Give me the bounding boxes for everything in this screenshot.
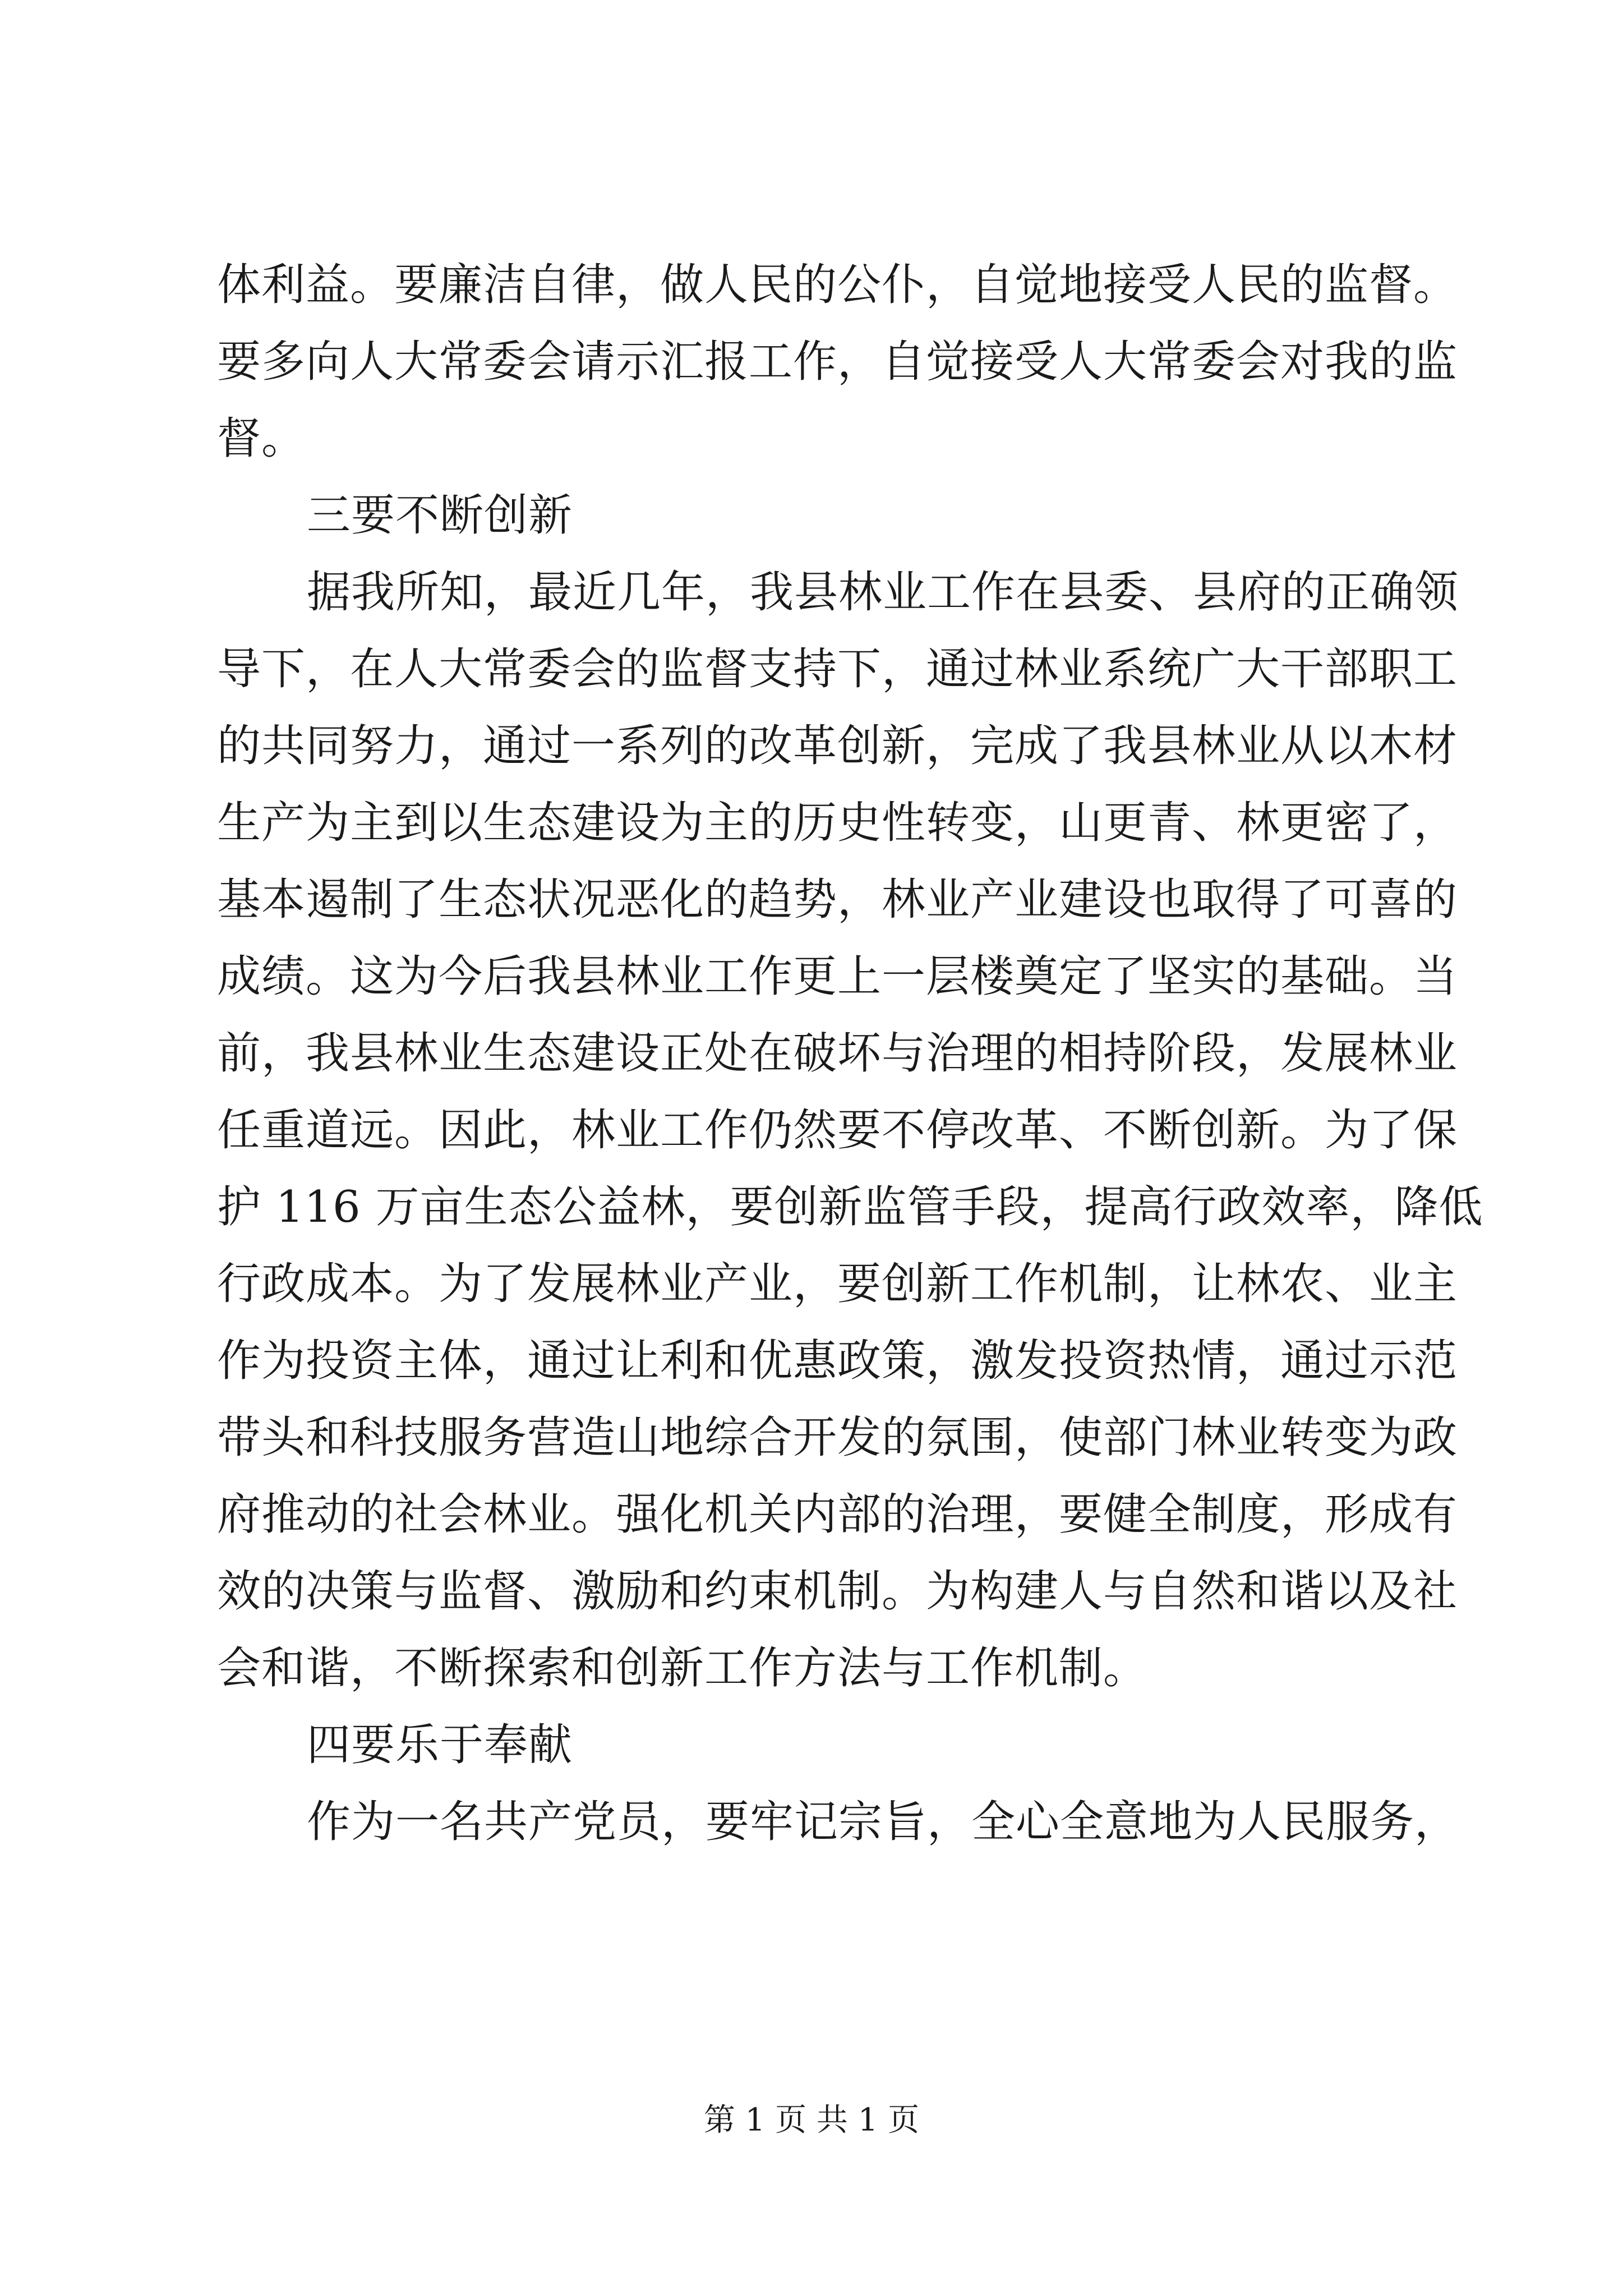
text-line: 生产为主到以生态建设为主的历史性转变，山更青、林更密了， (217, 798, 1458, 848)
text-line: 的共同努力，通过一系列的改革创新，完成了我县林业从以木材 (217, 721, 1458, 771)
text-line: 带头和科技服务营造山地综合开发的氛围，使部门林业转变为政 (217, 1412, 1458, 1463)
text-line: 府推动的社会林业。强化机关内部的治理，要健全制度，形成有 (217, 1489, 1458, 1540)
section-heading: 三要不断创新 (307, 490, 573, 541)
text-line: 督。 (217, 413, 306, 464)
text-line: 效的决策与监督、激励和约束机制。为构建人与自然和谐以及社 (217, 1566, 1458, 1617)
text-line: 任重道远。因此，林业工作仍然要不停改革、不断创新。为了保 (217, 1105, 1458, 1156)
section-heading: 四要乐于奉献 (307, 1720, 573, 1770)
text-line: 行政成本。为了发展林业产业，要创新工作机制，让林农、业主 (217, 1259, 1458, 1309)
page-footer: 第 1 页 共 1 页 (703, 2102, 920, 2138)
text-line: 基本遏制了生态状况恶化的趋势，林业产业建设也取得了可喜的 (217, 875, 1458, 925)
text-line: 导下，在人大常委会的监督支持下，通过林业系统广大干部职工 (217, 644, 1458, 694)
text-line: 作为一名共产党员，要牢记宗旨，全心全意地为人民服务， (307, 1797, 1459, 1847)
text-line: 据我所知，最近几年，我县林业工作在县委、县府的正确领 (307, 567, 1459, 618)
text-line: 护 116 万亩生态公益林，要创新监管手段，提高行政效率，降低 (217, 1182, 1483, 1232)
text-line: 会和谐，不断探索和创新工作方法与工作机制。 (217, 1643, 1148, 1694)
text-line: 要多向人大常委会请示汇报工作，自觉接受人大常委会对我的监 (217, 337, 1458, 387)
text-line: 作为投资主体，通过让利和优惠政策，激发投资热情，通过示范 (217, 1336, 1458, 1386)
text-line: 成绩。这为今后我县林业工作更上一层楼奠定了坚实的基础。当 (217, 951, 1458, 1002)
document-body (217, 247, 1483, 1861)
text-line: 体利益。要廉洁自律，做人民的公仆，自觉地接受人民的监督。 (217, 260, 1458, 310)
text-line: 前，我县林业生态建设正处在破坏与治理的相持阶段，发展林业 (217, 1028, 1458, 1079)
